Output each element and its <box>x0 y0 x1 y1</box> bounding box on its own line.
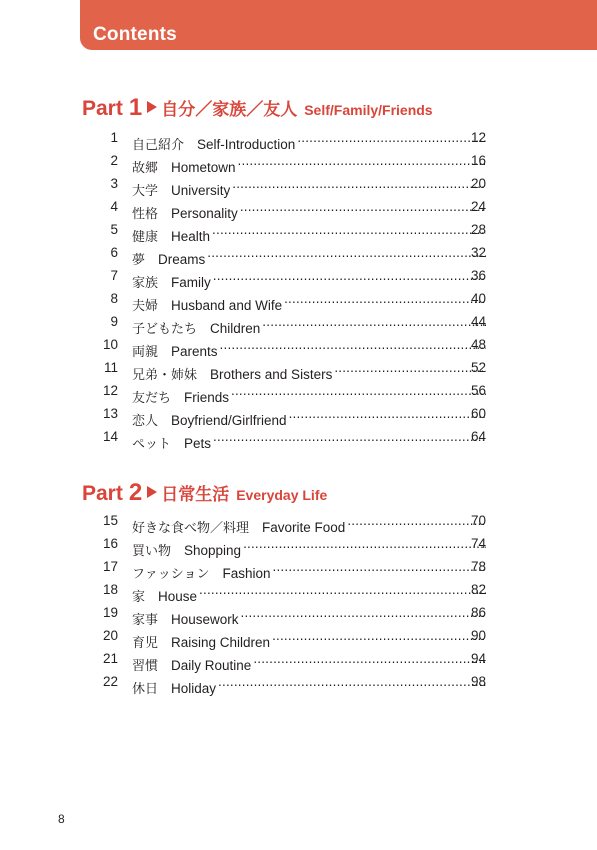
toc-entry[interactable] <box>0 196 597 222</box>
toc-entry[interactable] <box>0 150 597 176</box>
contents-header-bar <box>80 0 597 50</box>
toc-dot-leader <box>238 150 486 172</box>
toc-dot-leader <box>220 334 486 356</box>
toc-entry-number: 7 <box>110 268 118 283</box>
toc-entry-title-en: Shopping <box>184 543 242 558</box>
toc-entry-page: 32 <box>470 245 486 260</box>
toc-entry-number: 5 <box>110 222 118 237</box>
part-2-number: 2 <box>128 479 143 506</box>
toc-entry-page: 36 <box>470 268 486 283</box>
part-1-word: Part <box>82 97 123 120</box>
toc-dot-leader <box>262 311 486 333</box>
toc-entry-title-jp: ファッション <box>132 567 210 582</box>
toc-entry-page: 94 <box>470 651 486 666</box>
toc-entry-page: 90 <box>470 628 486 643</box>
toc-entry-title-jp: 買い物 <box>132 544 172 559</box>
toc-entry-number: 12 <box>102 383 118 398</box>
toc-entry-number: 18 <box>102 582 118 597</box>
toc-entry-title-en: Family <box>171 275 211 290</box>
toc-entry-title-jp: 夫婦 <box>132 299 159 314</box>
toc-entry[interactable] <box>0 265 597 291</box>
toc-entry-number: 14 <box>102 429 118 444</box>
toc-dot-leader <box>232 173 486 195</box>
part-2-title-jp: 日常生活 <box>161 485 230 505</box>
toc-entry-title-jp: 子どもたち <box>132 322 198 337</box>
toc-entry-title-en: Holiday <box>171 681 217 696</box>
toc-entry-title-jp: 夢 <box>132 253 146 268</box>
toc-entry-title-en: Brothers and Sisters <box>210 367 333 382</box>
toc-entry[interactable] <box>0 426 597 452</box>
toc-entry-page: 98 <box>470 674 486 689</box>
toc-dot-leader <box>272 625 486 647</box>
part-1-heading <box>82 94 433 122</box>
toc-entry-title-jp: 育児 <box>132 636 159 651</box>
toc-entry[interactable] <box>0 579 597 605</box>
toc-dot-leader <box>213 265 486 287</box>
part-2-heading <box>82 479 327 507</box>
toc-entry[interactable] <box>0 288 597 314</box>
toc-entry-title-jp: 習慣 <box>132 659 159 674</box>
toc-entry-title-en: Hometown <box>171 160 236 175</box>
toc-entry-number: 20 <box>102 628 118 643</box>
toc-dot-leader <box>207 242 486 264</box>
toc-entry[interactable] <box>0 533 597 559</box>
toc-entry-title-jp: 両親 <box>132 345 159 360</box>
toc-entry[interactable] <box>0 403 597 429</box>
toc-entry-title-jp: 故郷 <box>132 161 159 176</box>
toc-entry-title-en: Children <box>210 321 261 336</box>
toc-entry-page: 20 <box>470 176 486 191</box>
toc-entry-page: 78 <box>470 559 486 574</box>
toc-entry-body <box>132 426 488 456</box>
toc-entry-title-en: Daily Routine <box>171 658 252 673</box>
toc-entry-title-en: Personality <box>171 206 238 221</box>
toc-entry-title-en: Husband and Wife <box>171 298 283 313</box>
toc-entry[interactable] <box>0 311 597 337</box>
toc-entry-page: 12 <box>470 130 486 145</box>
toc-entry-title-jp: 休日 <box>132 682 159 697</box>
toc-entry-body <box>132 671 488 701</box>
toc-entry-title-en: Pets <box>184 436 212 451</box>
toc-entry[interactable] <box>0 648 597 674</box>
toc-entry-page: 70 <box>470 513 486 528</box>
toc-entry[interactable] <box>0 334 597 360</box>
toc-entry-title-en: Self-Introduction <box>197 137 296 152</box>
toc-entry-title-jp: 性格 <box>132 207 159 222</box>
toc-entry[interactable] <box>0 671 597 697</box>
toc-entry-title-jp: ペット <box>132 437 172 452</box>
toc-entry-title-en: University <box>171 183 231 198</box>
toc-entry-title-en: House <box>158 589 198 604</box>
toc-entry-page: 82 <box>470 582 486 597</box>
toc-entry-number: 15 <box>102 513 118 528</box>
toc-entry-number: 13 <box>102 406 118 421</box>
toc-dot-leader <box>253 648 486 670</box>
toc-entry-number: 3 <box>110 176 118 191</box>
toc-entry[interactable] <box>0 219 597 245</box>
toc-entry-page: 24 <box>470 199 486 214</box>
toc-entry[interactable] <box>0 625 597 651</box>
toc-dot-leader <box>212 219 486 241</box>
toc-entry-number: 16 <box>102 536 118 551</box>
toc-dot-leader <box>243 533 486 555</box>
toc-entry-title-en: Fashion <box>222 566 271 581</box>
toc-dot-leader <box>218 671 486 693</box>
toc-entry[interactable] <box>0 510 597 536</box>
toc-entry[interactable] <box>0 556 597 582</box>
part-1-title-en: Self/Family/Friends <box>304 102 433 118</box>
toc-entry-number: 19 <box>102 605 118 620</box>
toc-entry-page: 40 <box>470 291 486 306</box>
toc-entry[interactable] <box>0 602 597 628</box>
part-1-number: 1 <box>128 94 143 121</box>
toc-entry-page: 52 <box>470 360 486 375</box>
toc-entry-page: 60 <box>470 406 486 421</box>
toc-entry-number: 21 <box>102 651 118 666</box>
toc-entry[interactable] <box>0 242 597 268</box>
toc-entry-number: 8 <box>110 291 118 306</box>
toc-entry-number: 11 <box>103 360 118 375</box>
triangle-right-icon <box>147 101 157 113</box>
toc-entry[interactable] <box>0 357 597 383</box>
toc-entry-page: 56 <box>470 383 486 398</box>
toc-entry[interactable] <box>0 380 597 406</box>
toc-entry-title-jp: 自己紹介 <box>132 138 185 153</box>
toc-dot-leader <box>289 403 486 425</box>
toc-entry[interactable] <box>0 127 597 153</box>
toc-entry-title-en: Dreams <box>158 252 206 267</box>
toc-entry-page: 86 <box>470 605 486 620</box>
toc-entry-title-jp: 友だち <box>132 391 172 406</box>
toc-entry-title-jp: 恋人 <box>132 414 159 429</box>
toc-dot-leader <box>213 426 486 448</box>
triangle-right-icon <box>147 486 157 498</box>
toc-entry-number: 6 <box>110 245 118 260</box>
toc-entry-title-en: Parents <box>171 344 218 359</box>
toc-entry-title-jp: 家事 <box>132 613 159 628</box>
toc-entry-title-en: Raising Children <box>171 635 271 650</box>
toc-entry-number: 4 <box>110 199 118 214</box>
toc-entry-number: 22 <box>102 674 118 689</box>
toc-entry-page: 48 <box>470 337 486 352</box>
toc-entry-title-en: Health <box>171 229 211 244</box>
part-2-title-en: Everyday Life <box>236 487 328 503</box>
toc-entry-page: 64 <box>470 429 486 444</box>
toc-entry-number: 10 <box>102 337 118 352</box>
toc-entry-title-jp: 健康 <box>132 230 159 245</box>
part-1-title-jp: 自分／家族／友人 <box>161 100 298 120</box>
toc-entry-title-jp: 兄弟・姉妹 <box>132 368 198 383</box>
toc-entry-number: 17 <box>102 559 118 574</box>
toc-entry-number: 2 <box>110 153 118 168</box>
toc-entry-page: 16 <box>470 153 486 168</box>
toc-dot-leader <box>284 288 486 310</box>
toc-entry-title-jp: 大学 <box>132 184 159 199</box>
contents-title: Contents <box>93 24 177 45</box>
toc-dot-leader <box>273 556 486 578</box>
toc-entry-title-en: Boyfriend/Girlfriend <box>171 413 287 428</box>
toc-entry-title-en: Housework <box>171 612 239 627</box>
toc-entry-title-en: Favorite Food <box>262 520 346 535</box>
toc-dot-leader <box>231 380 486 402</box>
toc-entry-page: 44 <box>470 314 486 329</box>
page-number: 8 <box>58 812 65 826</box>
toc-entry-number: 1 <box>110 130 118 145</box>
toc-entry-page: 28 <box>470 222 486 237</box>
toc-entry-title-jp: 家族 <box>132 276 159 291</box>
toc-dot-leader <box>240 196 486 218</box>
toc-entry-title-jp: 家 <box>132 590 146 605</box>
toc-dot-leader <box>199 579 486 601</box>
part-2-word: Part <box>82 482 123 505</box>
toc-entry-page: 74 <box>470 536 486 551</box>
toc-entry-title-en: Friends <box>184 390 230 405</box>
toc-entry-title-jp: 好きな食べ物／料理 <box>132 521 250 536</box>
toc-dot-leader <box>241 602 486 624</box>
toc-entry-number: 9 <box>110 314 118 329</box>
toc-entry[interactable] <box>0 173 597 199</box>
